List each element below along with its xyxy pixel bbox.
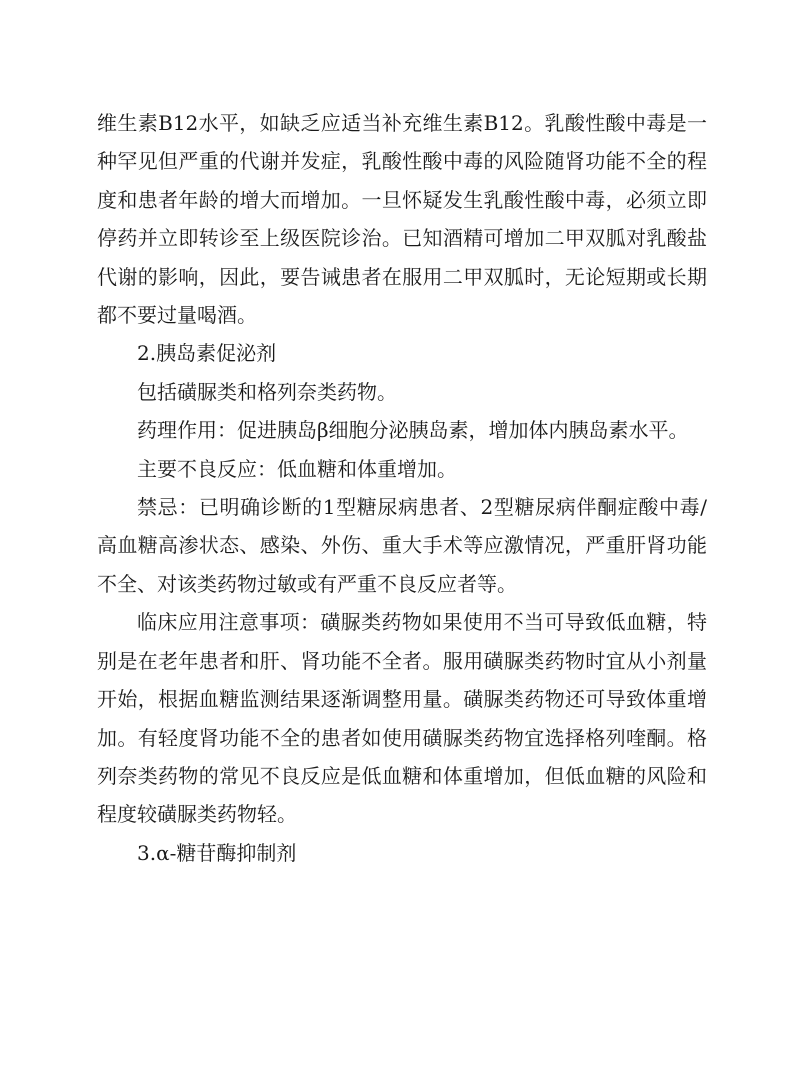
paragraph-adverse-reactions: 主要不良反应：低血糖和体重增加。 xyxy=(137,456,457,481)
paragraph-clinical-notes: 临床应用注意事项：磺脲类药物如果使用不当可导致低血糖，特别是在老年患者和肝、肾功能不全者。服用磺脲类药物时宜从小剂量开始，根据血糖监测结果逐渐调整用量。磺脲类药物还可导致体重增加。有轻度肾功能不全的患者如使用磺脲类药物宜选择格列喹酮。格列奈类药物的常见不良反应是低血糖和体重增加，但低血糖的风险和程度较磺脲类药物轻。 xyxy=(97,610,707,827)
section-heading-alpha-glucosidase-inhibitors: 3.α-糖苷酶抑制剂 xyxy=(137,840,297,865)
paragraph-drug-classes: 包括磺脲类和格列奈类药物。 xyxy=(137,379,397,404)
document-body xyxy=(97,104,707,872)
section-heading-insulin-secretagogues: 2.胰岛素促泌剂 xyxy=(137,341,277,366)
paragraph-metformin-lactic-acidosis: 维生素B12水平，如缺乏应适当补充维生素B12。乳酸性酸中毒是一种罕见但严重的代谢并发症，乳酸性酸中毒的风险随肾功能不全的程度和患者年龄的增大而增加。一旦怀疑发生乳酸性酸中毒，必须立即停药并立即转诊至上级医院诊治。已知酒精可增加二甲双胍对乳酸盐代谢的影响，因此，要告诫患者在服用二甲双胍时，无论短期或长期都不要过量喝酒。 xyxy=(97,111,707,328)
paragraph-contraindications: 禁忌：已明确诊断的1型糖尿病患者、2型糖尿病伴酮症酸中毒/高血糖高渗状态、感染、外伤、重大手术等应激情况，严重肝肾功能不全、对该类药物过敏或有严重不良反应者等。 xyxy=(97,495,707,596)
paragraph-pharmacology: 药理作用：促进胰岛β细胞分泌胰岛素，增加体内胰岛素水平。 xyxy=(137,418,689,443)
